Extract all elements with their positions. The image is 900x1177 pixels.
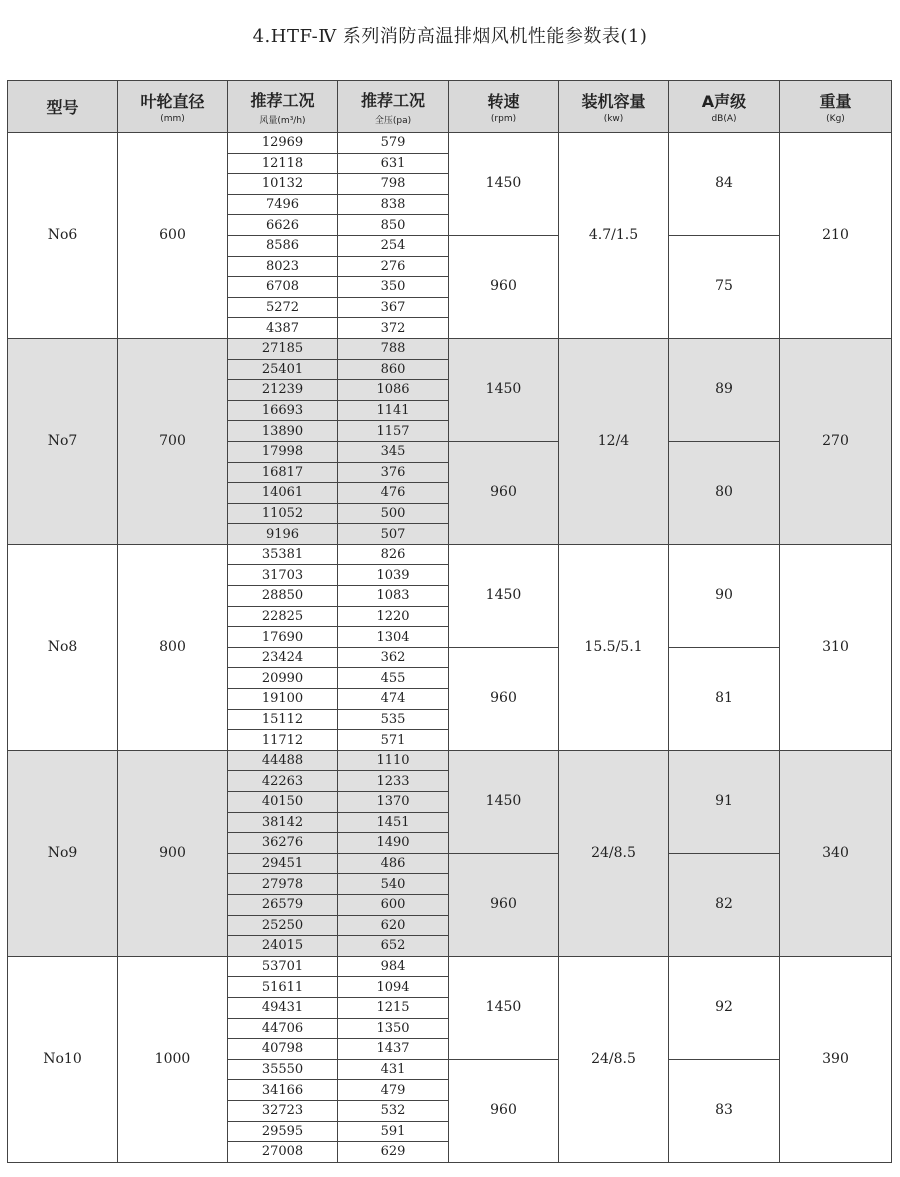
header-model: 型号 bbox=[8, 81, 118, 133]
noise-cell: 84 bbox=[669, 133, 780, 236]
flow-cell: 9196 bbox=[228, 524, 338, 545]
pressure-cell: 1157 bbox=[338, 421, 449, 442]
flow-cell: 11712 bbox=[228, 730, 338, 751]
pressure-cell: 486 bbox=[338, 853, 449, 874]
pressure-cell: 372 bbox=[338, 318, 449, 339]
diameter-cell: 600 bbox=[118, 133, 228, 339]
pressure-cell: 350 bbox=[338, 277, 449, 298]
pressure-cell: 826 bbox=[338, 544, 449, 565]
speed-cell: 1450 bbox=[449, 338, 559, 441]
noise-cell: 83 bbox=[669, 1059, 780, 1162]
flow-cell: 10132 bbox=[228, 174, 338, 195]
noise-cell: 91 bbox=[669, 750, 780, 853]
flow-cell: 28850 bbox=[228, 586, 338, 607]
pressure-cell: 474 bbox=[338, 689, 449, 710]
flow-cell: 5272 bbox=[228, 297, 338, 318]
speed-cell: 1450 bbox=[449, 133, 559, 236]
pressure-cell: 571 bbox=[338, 730, 449, 751]
header-power: 装机容量 (kw) bbox=[559, 81, 669, 133]
flow-cell: 49431 bbox=[228, 997, 338, 1018]
model-cell: No8 bbox=[8, 544, 118, 750]
flow-cell: 36276 bbox=[228, 833, 338, 854]
pressure-cell: 629 bbox=[338, 1142, 449, 1163]
weight-cell: 340 bbox=[780, 750, 892, 956]
diameter-cell: 700 bbox=[118, 338, 228, 544]
pressure-cell: 1233 bbox=[338, 771, 449, 792]
flow-cell: 8023 bbox=[228, 256, 338, 277]
table-row bbox=[8, 750, 892, 771]
power-cell: 15.5/5.1 bbox=[559, 544, 669, 750]
noise-cell: 82 bbox=[669, 853, 780, 956]
flow-cell: 25401 bbox=[228, 359, 338, 380]
flow-cell: 29451 bbox=[228, 853, 338, 874]
weight-cell: 390 bbox=[780, 956, 892, 1162]
page-title: 4.HTF-Ⅳ 系列消防高温排烟风机性能参数表(1) bbox=[252, 26, 648, 47]
flow-cell: 16817 bbox=[228, 462, 338, 483]
noise-cell: 80 bbox=[669, 441, 780, 544]
speed-cell: 960 bbox=[449, 647, 559, 750]
speed-cell: 960 bbox=[449, 235, 559, 338]
table-header bbox=[8, 81, 892, 133]
pressure-cell: 479 bbox=[338, 1080, 449, 1101]
noise-cell: 89 bbox=[669, 338, 780, 441]
flow-cell: 4387 bbox=[228, 318, 338, 339]
pressure-cell: 591 bbox=[338, 1121, 449, 1142]
pressure-cell: 540 bbox=[338, 874, 449, 895]
flow-cell: 19100 bbox=[228, 689, 338, 710]
pressure-cell: 579 bbox=[338, 133, 449, 154]
flow-cell: 40798 bbox=[228, 1039, 338, 1060]
header-weight: 重量 (Kg) bbox=[780, 81, 892, 133]
header-diameter: 叶轮直径 (mm) bbox=[118, 81, 228, 133]
flow-cell: 14061 bbox=[228, 483, 338, 504]
pressure-cell: 1083 bbox=[338, 586, 449, 607]
speed-cell: 960 bbox=[449, 853, 559, 956]
pressure-cell: 1304 bbox=[338, 627, 449, 648]
flow-cell: 44488 bbox=[228, 750, 338, 771]
power-cell: 12/4 bbox=[559, 338, 669, 544]
pressure-cell: 652 bbox=[338, 936, 449, 957]
pressure-cell: 345 bbox=[338, 441, 449, 462]
flow-cell: 17690 bbox=[228, 627, 338, 648]
pressure-cell: 1039 bbox=[338, 565, 449, 586]
weight-cell: 210 bbox=[780, 133, 892, 339]
model-cell: No7 bbox=[8, 338, 118, 544]
flow-cell: 12969 bbox=[228, 133, 338, 154]
pressure-cell: 1215 bbox=[338, 997, 449, 1018]
header-noise: A声级 dB(A) bbox=[669, 81, 780, 133]
flow-cell: 15112 bbox=[228, 709, 338, 730]
pressure-cell: 431 bbox=[338, 1059, 449, 1080]
header-speed: 转速 (rpm) bbox=[449, 81, 559, 133]
pressure-cell: 1086 bbox=[338, 380, 449, 401]
flow-cell: 27185 bbox=[228, 338, 338, 359]
speed-cell: 960 bbox=[449, 1059, 559, 1162]
pressure-cell: 367 bbox=[338, 297, 449, 318]
flow-cell: 6708 bbox=[228, 277, 338, 298]
pressure-cell: 620 bbox=[338, 915, 449, 936]
pressure-cell: 1110 bbox=[338, 750, 449, 771]
flow-cell: 8586 bbox=[228, 235, 338, 256]
table-row bbox=[8, 338, 892, 359]
flow-cell: 17998 bbox=[228, 441, 338, 462]
flow-cell: 7496 bbox=[228, 194, 338, 215]
pressure-cell: 838 bbox=[338, 194, 449, 215]
flow-cell: 35381 bbox=[228, 544, 338, 565]
flow-cell: 26579 bbox=[228, 894, 338, 915]
speed-cell: 1450 bbox=[449, 956, 559, 1059]
flow-cell: 34166 bbox=[228, 1080, 338, 1101]
diameter-cell: 800 bbox=[118, 544, 228, 750]
model-cell: No9 bbox=[8, 750, 118, 956]
pressure-cell: 1350 bbox=[338, 1018, 449, 1039]
model-cell: No10 bbox=[8, 956, 118, 1162]
noise-cell: 92 bbox=[669, 956, 780, 1059]
pressure-cell: 535 bbox=[338, 709, 449, 730]
pressure-cell: 532 bbox=[338, 1100, 449, 1121]
flow-cell: 40150 bbox=[228, 792, 338, 813]
flow-cell: 21239 bbox=[228, 380, 338, 401]
weight-cell: 310 bbox=[780, 544, 892, 750]
pressure-cell: 850 bbox=[338, 215, 449, 236]
flow-cell: 27008 bbox=[228, 1142, 338, 1163]
model-cell: No6 bbox=[8, 133, 118, 339]
flow-cell: 23424 bbox=[228, 647, 338, 668]
pressure-cell: 984 bbox=[338, 956, 449, 977]
flow-cell: 13890 bbox=[228, 421, 338, 442]
pressure-cell: 254 bbox=[338, 235, 449, 256]
pressure-cell: 1437 bbox=[338, 1039, 449, 1060]
pressure-cell: 1370 bbox=[338, 792, 449, 813]
pressure-cell: 507 bbox=[338, 524, 449, 545]
pressure-cell: 798 bbox=[338, 174, 449, 195]
noise-cell: 81 bbox=[669, 647, 780, 750]
pressure-cell: 1220 bbox=[338, 606, 449, 627]
flow-cell: 16693 bbox=[228, 400, 338, 421]
flow-cell: 12118 bbox=[228, 153, 338, 174]
flow-cell: 44706 bbox=[228, 1018, 338, 1039]
pressure-cell: 1094 bbox=[338, 977, 449, 998]
pressure-cell: 276 bbox=[338, 256, 449, 277]
pressure-cell: 1451 bbox=[338, 812, 449, 833]
flow-cell: 27978 bbox=[228, 874, 338, 895]
flow-cell: 22825 bbox=[228, 606, 338, 627]
flow-cell: 20990 bbox=[228, 668, 338, 689]
flow-cell: 25250 bbox=[228, 915, 338, 936]
flow-cell: 51611 bbox=[228, 977, 338, 998]
flow-cell: 31703 bbox=[228, 565, 338, 586]
pressure-cell: 600 bbox=[338, 894, 449, 915]
table-row bbox=[8, 544, 892, 565]
pressure-cell: 1490 bbox=[338, 833, 449, 854]
speed-cell: 1450 bbox=[449, 750, 559, 853]
flow-cell: 53701 bbox=[228, 956, 338, 977]
header-pressure: 推荐工况 全压(pa) bbox=[338, 81, 449, 133]
flow-cell: 6626 bbox=[228, 215, 338, 236]
flow-cell: 29595 bbox=[228, 1121, 338, 1142]
power-cell: 24/8.5 bbox=[559, 750, 669, 956]
pressure-cell: 455 bbox=[338, 668, 449, 689]
pressure-cell: 631 bbox=[338, 153, 449, 174]
flow-cell: 11052 bbox=[228, 503, 338, 524]
speed-cell: 1450 bbox=[449, 544, 559, 647]
noise-cell: 75 bbox=[669, 235, 780, 338]
flow-cell: 42263 bbox=[228, 771, 338, 792]
pressure-cell: 362 bbox=[338, 647, 449, 668]
pressure-cell: 376 bbox=[338, 462, 449, 483]
pressure-cell: 476 bbox=[338, 483, 449, 504]
power-cell: 24/8.5 bbox=[559, 956, 669, 1162]
flow-cell: 35550 bbox=[228, 1059, 338, 1080]
pressure-cell: 500 bbox=[338, 503, 449, 524]
speed-cell: 960 bbox=[449, 441, 559, 544]
header-flow: 推荐工况 风量(m³/h) bbox=[228, 81, 338, 133]
noise-cell: 90 bbox=[669, 544, 780, 647]
flow-cell: 24015 bbox=[228, 936, 338, 957]
table-body bbox=[8, 133, 892, 1163]
weight-cell: 270 bbox=[780, 338, 892, 544]
pressure-cell: 788 bbox=[338, 338, 449, 359]
table-row bbox=[8, 956, 892, 977]
flow-cell: 38142 bbox=[228, 812, 338, 833]
performance-table bbox=[7, 80, 892, 1163]
pressure-cell: 860 bbox=[338, 359, 449, 380]
pressure-cell: 1141 bbox=[338, 400, 449, 421]
table-row bbox=[8, 133, 892, 154]
flow-cell: 32723 bbox=[228, 1100, 338, 1121]
power-cell: 4.7/1.5 bbox=[559, 133, 669, 339]
diameter-cell: 900 bbox=[118, 750, 228, 956]
diameter-cell: 1000 bbox=[118, 956, 228, 1162]
